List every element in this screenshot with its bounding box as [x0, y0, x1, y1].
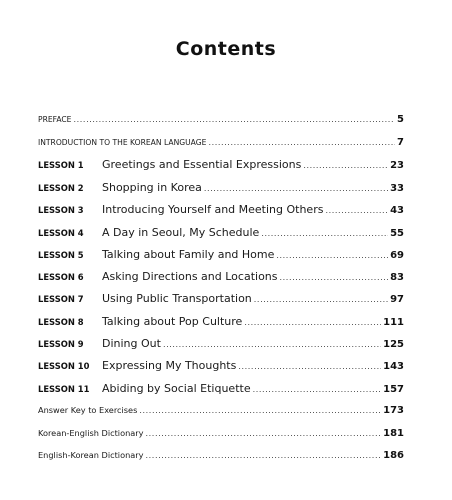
toc-page-number: 173 — [383, 405, 404, 416]
toc-entry-title: Talking about Family and Home — [102, 248, 275, 261]
toc-page-number: 186 — [383, 450, 404, 461]
toc-entry-english-korean-dictionary[interactable] — [38, 450, 404, 466]
toc-entry-preface[interactable] — [38, 114, 404, 130]
toc-entry-title: Abiding by Social Etiquette — [102, 382, 251, 395]
toc-entry-title: Korean-English Dictionary — [38, 428, 144, 438]
toc-entry-title: INTRODUCTION TO THE KOREAN LANGUAGE — [38, 138, 207, 147]
lesson-label: LESSON 7 — [38, 294, 84, 304]
lesson-label: LESSON 8 — [38, 317, 84, 327]
lesson-label: LESSON 2 — [38, 183, 84, 193]
toc-page-number: 143 — [383, 361, 404, 372]
toc-page-number: 97 — [390, 294, 404, 305]
toc-page-number: 43 — [390, 205, 404, 216]
leader-dots — [253, 385, 382, 394]
toc-page-number: 111 — [383, 317, 404, 328]
toc-page-number: 5 — [397, 114, 404, 125]
lesson-label: LESSON 11 — [38, 384, 90, 394]
toc-entry-lesson-8[interactable] — [38, 315, 404, 331]
toc-page-number: 181 — [383, 428, 404, 439]
toc-entry-korean-english-dictionary[interactable] — [38, 428, 404, 444]
toc-page-number: 69 — [390, 250, 404, 261]
toc-entry-title: A Day in Seoul, My Schedule — [102, 226, 260, 239]
toc-entry-introduction[interactable] — [38, 137, 404, 153]
toc-entry-lesson-1[interactable] — [38, 158, 404, 174]
leader-dots — [254, 295, 388, 304]
toc-entry-title: Using Public Transportation — [102, 292, 252, 305]
toc-entry-lesson-11[interactable] — [38, 382, 404, 398]
leader-dots — [146, 429, 382, 438]
toc-entry-title: Greetings and Essential Expressions — [102, 158, 302, 171]
toc-entry-answer-key[interactable] — [38, 405, 404, 421]
toc-entry-title: Expressing My Thoughts — [102, 359, 237, 372]
toc-page-number: 23 — [390, 160, 404, 171]
leader-dots — [276, 251, 388, 260]
toc-entry-lesson-4[interactable] — [38, 226, 404, 242]
leader-dots — [204, 184, 388, 193]
lesson-label: LESSON 4 — [38, 228, 84, 238]
toc-entry-lesson-2[interactable] — [38, 181, 404, 197]
leader-dots — [139, 406, 381, 415]
leader-dots — [146, 451, 382, 460]
toc-entry-title: Answer Key to Exercises — [38, 405, 138, 415]
toc-page-number: 83 — [390, 272, 404, 283]
toc-entry-title: Dining Out — [102, 337, 161, 350]
lesson-label: LESSON 5 — [38, 250, 84, 260]
lesson-label: LESSON 1 — [38, 160, 84, 170]
leader-dots — [325, 206, 388, 215]
toc-page-number: 55 — [390, 228, 404, 239]
toc-entry-title: Talking about Pop Culture — [102, 315, 243, 328]
leader-dots — [208, 138, 395, 147]
toc-entry-lesson-5[interactable] — [38, 248, 404, 264]
toc-entry-lesson-7[interactable] — [38, 292, 404, 308]
lesson-label: LESSON 3 — [38, 205, 84, 215]
leader-dots — [280, 273, 389, 282]
leader-dots — [244, 318, 381, 327]
lesson-label: LESSON 9 — [38, 339, 84, 349]
toc-entry-lesson-10[interactable] — [38, 359, 404, 375]
lesson-label: LESSON 6 — [38, 272, 84, 282]
lesson-label: LESSON 10 — [38, 361, 90, 371]
toc-entry-title: Asking Directions and Locations — [102, 270, 278, 283]
toc-page-number: 157 — [383, 384, 404, 395]
toc-entry-lesson-9[interactable] — [38, 337, 404, 353]
leader-dots — [74, 115, 396, 124]
toc-entry-lesson-3[interactable] — [38, 203, 404, 219]
toc-entry-title: Introducing Yourself and Meeting Others — [102, 203, 324, 216]
toc-page-number: 7 — [397, 137, 404, 148]
toc-entry-title: English-Korean Dictionary — [38, 450, 144, 460]
leader-dots — [303, 161, 388, 170]
toc-entry-lesson-6[interactable] — [38, 270, 404, 286]
toc-page-number: 33 — [390, 183, 404, 194]
leader-dots — [261, 229, 388, 238]
toc-entry-title: PREFACE — [38, 115, 72, 124]
toc-page-number: 125 — [383, 339, 404, 350]
leader-dots — [163, 340, 381, 349]
leader-dots — [238, 362, 381, 371]
toc-entry-title: Shopping in Korea — [102, 181, 202, 194]
page-title: Contents — [175, 38, 277, 60]
